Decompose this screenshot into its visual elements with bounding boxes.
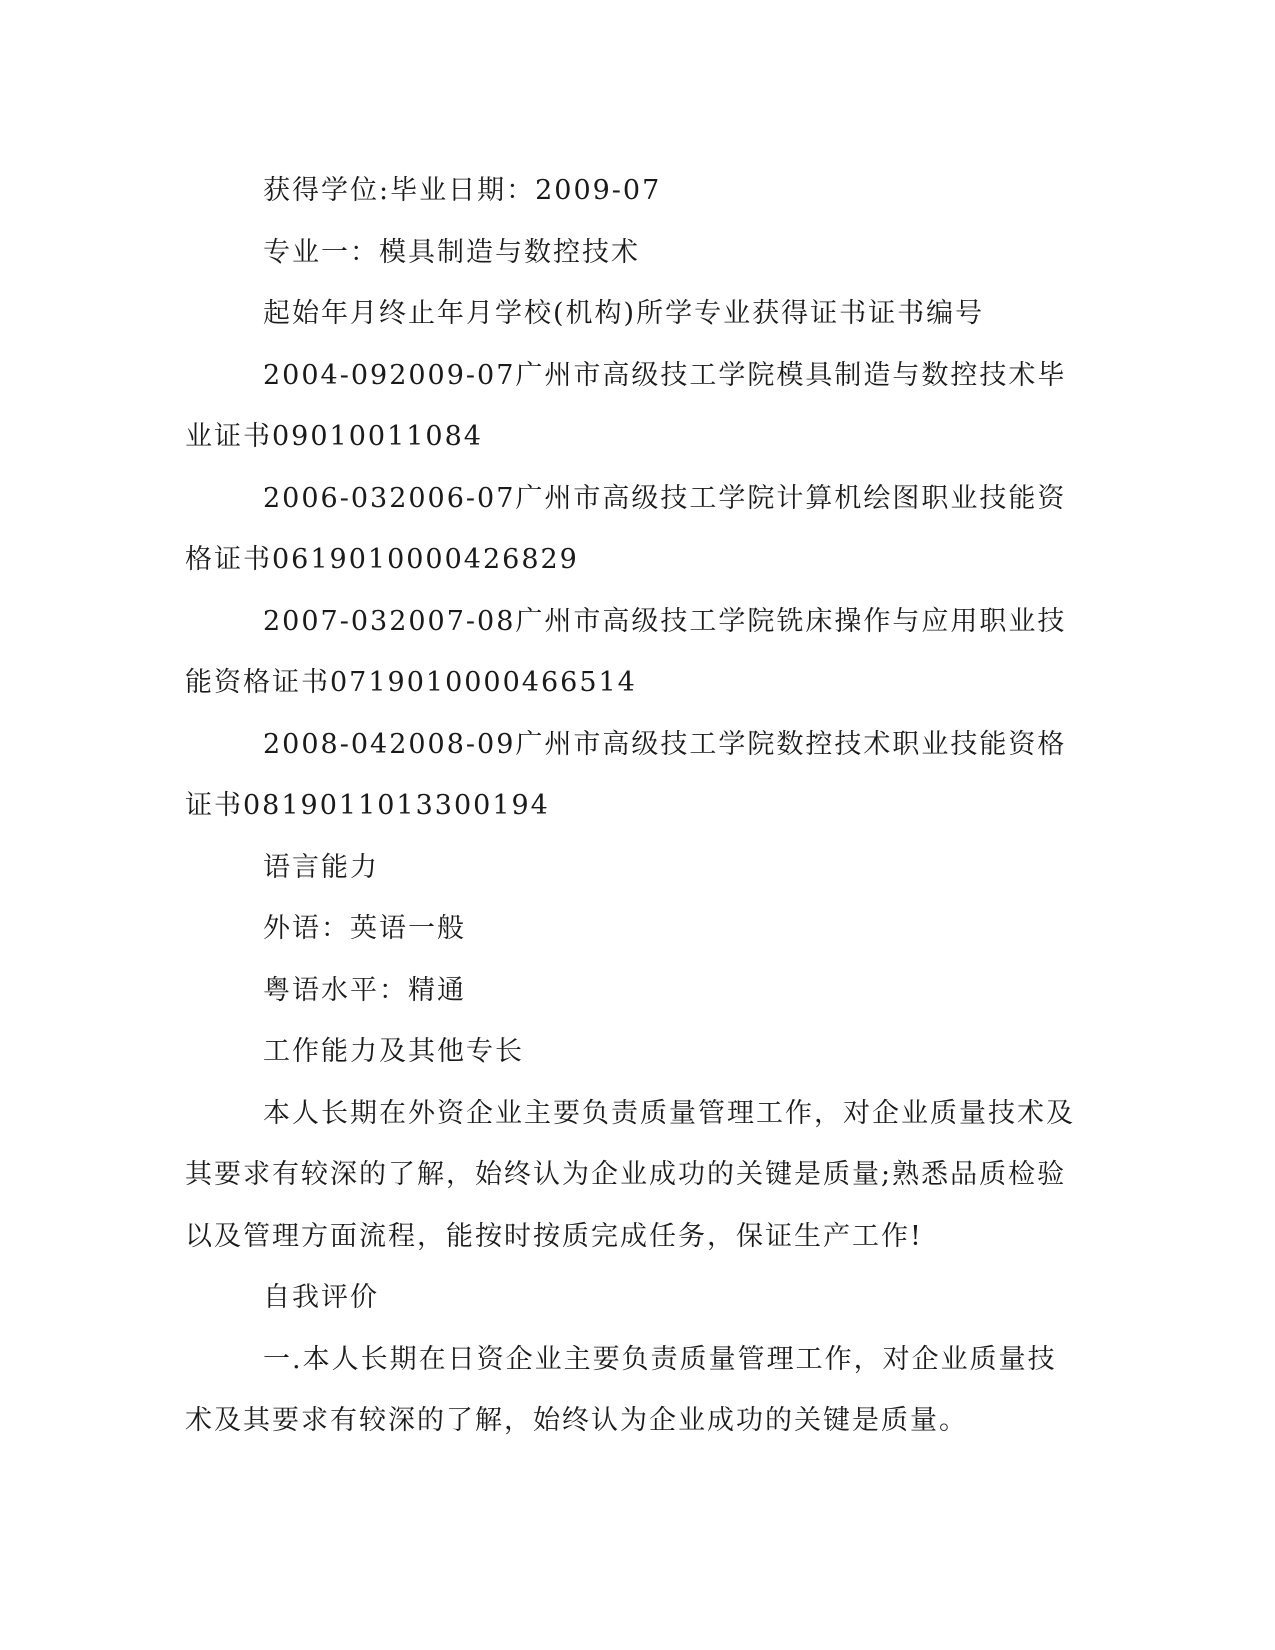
section-heading-language: 语言能力 <box>263 851 379 883</box>
education-table-header-line: 起始年月终止年月学校(机构)所学专业获得证书证书编号 <box>263 298 985 329</box>
certificate-entry-3: 2007-032007-08广州市高级技工学院铣床操作与应用职业技能资格证书0719010000466514 <box>185 605 1067 698</box>
cantonese-level-line: 粤语水平：精通 <box>263 974 466 1006</box>
certificate-entry-1: 2004-092009-07广州市高级技工学院模具制造与数控技术毕业证书09010011084 <box>185 359 1067 452</box>
degree-graduation-date-line: 获得学位:毕业日期：2009-07 <box>263 175 662 206</box>
section-heading-work-ability: 工作能力及其他专长 <box>263 1036 524 1067</box>
major-line: 专业一：模具制造与数控技术 <box>263 236 640 268</box>
certificate-entry-2: 2006-032006-07广州市高级技工学院计算机绘图职业技能资格证书0619010000426829 <box>185 482 1067 575</box>
work-ability-paragraph: 本人长期在外资企业主要负责质量管理工作，对企业质量技术及其要求有较深的了解，始终认为企业成功的关键是质量;熟悉品质检验以及管理方面流程，能按时按质完成任务，保证生产工作! <box>185 1097 1075 1252</box>
self-evaluation-paragraph: 一.本人长期在日资企业主要负责质量管理工作，对企业质量技术及其要求有较深的了解，始终认为企业成功的关键是质量。 <box>185 1343 1057 1436</box>
certificate-entry-4: 2008-042008-09广州市高级技工学院数控技术职业技能资格证书0819011013300194 <box>185 728 1067 821</box>
section-heading-self-evaluation: 自我评价 <box>263 1282 379 1313</box>
document-body <box>185 160 1075 1452</box>
foreign-language-line: 外语：英语一般 <box>263 913 466 944</box>
